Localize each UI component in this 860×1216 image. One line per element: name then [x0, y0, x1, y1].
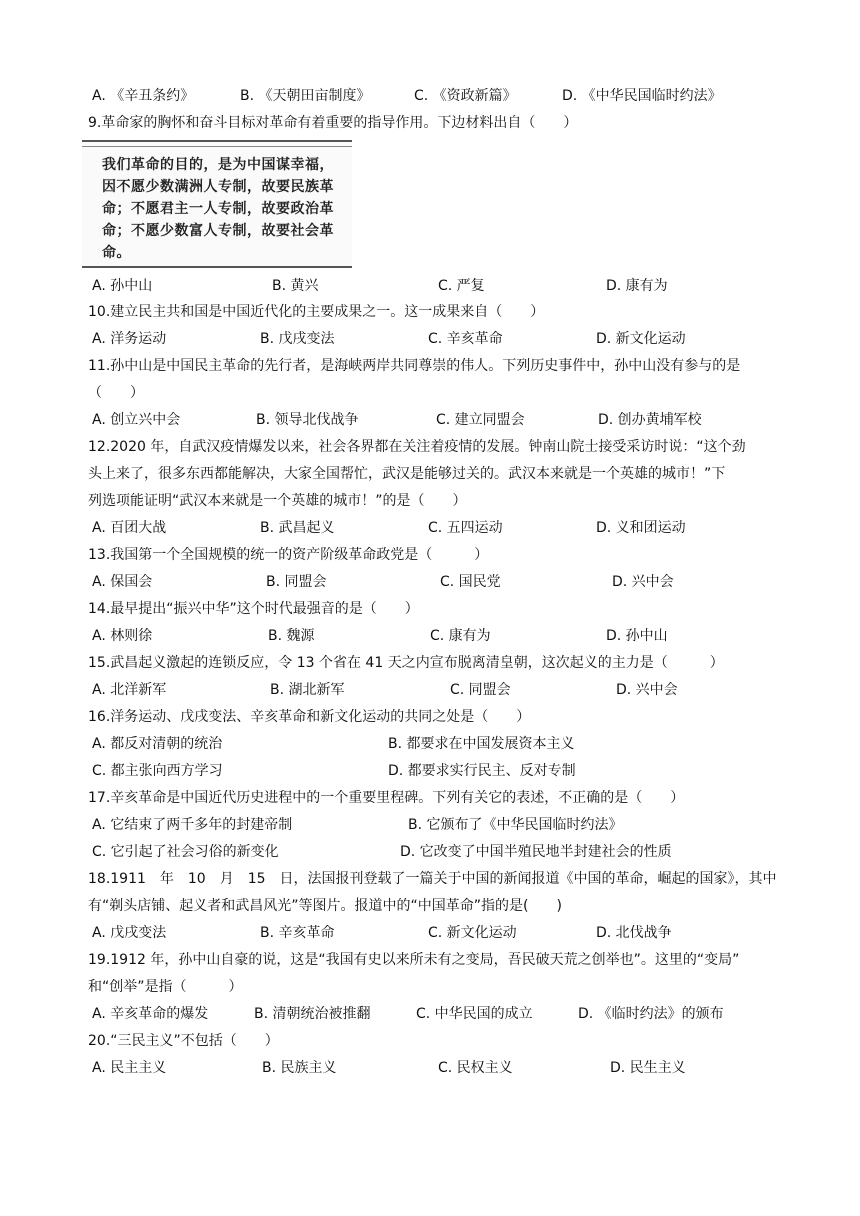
- q11-stem-line2: （ ）: [88, 385, 144, 401]
- q13-options: [0, 572, 860, 592]
- q13-option-a[interactable]: A. 保国会: [92, 574, 153, 590]
- q16-option-b[interactable]: B. 都要求在中国发展资本主义: [388, 736, 575, 752]
- q10-option-b[interactable]: B. 戊戌变法: [260, 331, 335, 347]
- q9-quote-text: 我们革命的目的，是为中国谋幸福，因不愿少数满洲人专制，故要民族革命；不愿君主一人专制，故要政治革命；不愿少数富人专制，故要社会革命。: [102, 157, 334, 261]
- q14-stem: 14.最早提出“振兴中华”这个时代最强音的是（ ）: [88, 601, 419, 617]
- q18-options: [0, 923, 860, 943]
- q10-option-c[interactable]: C. 辛亥革命: [428, 331, 503, 347]
- q15-option-b[interactable]: B. 湖北新军: [270, 682, 345, 698]
- q12-stem-line2: 头上来了，很多东西都能解决，大家全国帮忙，武汉是能够过关的。武汉本来就是一个英雄的城市！”下: [88, 466, 726, 482]
- q9-option-a[interactable]: A. 孙中山: [92, 278, 153, 294]
- q12-options: [0, 518, 860, 538]
- q19-option-b[interactable]: B. 清朝统治被推翻: [254, 1006, 371, 1022]
- q17-options-row2: [0, 842, 860, 862]
- q15-option-a[interactable]: A. 北洋新军: [92, 682, 167, 698]
- q19-option-d[interactable]: D. 《临时约法》的颁布: [578, 1006, 724, 1022]
- q19-stem-line2: 和“创举”是指（ ）: [88, 979, 243, 995]
- q9-option-c[interactable]: C. 严复: [438, 278, 485, 294]
- q16-stem: 16.洋务运动、戊戌变法、辛亥革命和新文化运动的共同之处是（ ）: [88, 709, 531, 725]
- q15-stem: 15.武昌起义激起的连锁反应，令 13 个省在 41 天之内宣布脱离清皇朝，这次起义的主力是（ ）: [88, 655, 724, 671]
- q18-option-c[interactable]: C. 新文化运动: [428, 925, 517, 941]
- q10-options: [0, 329, 860, 349]
- q8-option-a[interactable]: A. 《辛丑条约》: [92, 88, 195, 104]
- q16-options-row1: [0, 734, 860, 754]
- q15-option-c[interactable]: C. 同盟会: [450, 682, 511, 698]
- q8-option-c[interactable]: C. 《资政新篇》: [414, 88, 517, 104]
- q20-option-b[interactable]: B. 民族主义: [262, 1060, 337, 1076]
- q15-option-d[interactable]: D. 兴中会: [616, 682, 678, 698]
- q19-option-c[interactable]: C. 中华民国的成立: [416, 1006, 533, 1022]
- q17-option-b[interactable]: B. 它颁布了《中华民国临时约法》: [408, 817, 623, 833]
- q17-options-row1: [0, 815, 860, 835]
- q14-options: [0, 626, 860, 646]
- q20-options: [0, 1058, 860, 1078]
- q8-options: [0, 86, 860, 106]
- q18-stem-line1: 18.1911 年 10 月 15 日，法国报刊登载了一篇关于中国的新闻报道《中国的革命，崛起的国家》，其中: [88, 871, 777, 887]
- q14-option-c[interactable]: C. 康有为: [430, 628, 491, 644]
- q8-option-d[interactable]: D. 《中华民国临时约法》: [562, 88, 722, 104]
- q19-option-a[interactable]: A. 辛亥革命的爆发: [92, 1006, 209, 1022]
- q8-option-b[interactable]: B. 《天朝田亩制度》: [240, 88, 371, 104]
- q11-option-b[interactable]: B. 领导北伐战争: [256, 412, 359, 428]
- q18-option-b[interactable]: B. 辛亥革命: [260, 925, 335, 941]
- q14-option-b[interactable]: B. 魏源: [268, 628, 315, 644]
- q11-option-d[interactable]: D. 创办黄埔军校: [598, 412, 702, 428]
- q11-option-c[interactable]: C. 建立同盟会: [436, 412, 525, 428]
- q12-stem-line3: 列选项能证明“武汉本来就是一个英雄的城市！”的是（ ）: [88, 493, 467, 509]
- q12-option-c[interactable]: C. 五四运动: [428, 520, 503, 536]
- q20-stem: 20.“三民主义”不包括（ ）: [88, 1033, 279, 1049]
- q14-option-d[interactable]: D. 孙中山: [606, 628, 668, 644]
- q20-option-a[interactable]: A. 民主主义: [92, 1060, 167, 1076]
- q18-option-a[interactable]: A. 戊戌变法: [92, 925, 167, 941]
- q20-option-d[interactable]: D. 民生主义: [610, 1060, 686, 1076]
- q9-quote-box: [82, 140, 352, 268]
- q10-stem: 10.建立民主共和国是中国近代化的主要成果之一。这一成果来自（ ）: [88, 304, 545, 320]
- q17-option-a[interactable]: A. 它结束了两千多年的封建帝制: [92, 817, 293, 833]
- q9-option-d[interactable]: D. 康有为: [606, 278, 668, 294]
- q16-option-a[interactable]: A. 都反对清朝的统治: [92, 736, 223, 752]
- q19-options: [0, 1004, 860, 1024]
- q12-stem-line1: 12.2020 年，自武汉疫情爆发以来，社会各界都在关注着疫情的发展。钟南山院士接受采访时说：“这个劲: [88, 439, 746, 455]
- q18-option-d[interactable]: D. 北伐战争: [596, 925, 672, 941]
- q16-option-d[interactable]: D. 都要求实行民主、反对专制: [388, 763, 576, 779]
- q17-option-c[interactable]: C. 它引起了社会习俗的新变化: [92, 844, 279, 860]
- q12-option-b[interactable]: B. 武昌起义: [260, 520, 335, 536]
- q16-option-c[interactable]: C. 都主张向西方学习: [92, 763, 223, 779]
- q9-stem: 9.革命家的胸怀和奋斗目标对革命有着重要的指导作用。下边材料出自（ ）: [88, 115, 578, 131]
- q14-option-a[interactable]: A. 林则徐: [92, 628, 153, 644]
- q9-option-b[interactable]: B. 黄兴: [272, 278, 319, 294]
- q16-options-row2: [0, 761, 860, 781]
- q10-option-d[interactable]: D. 新文化运动: [596, 331, 686, 347]
- q17-stem: 17.辛亥革命是中国近代历史进程中的一个重要里程碑。下列有关它的表述，不正确的是（ ）: [88, 790, 685, 806]
- q11-stem-line1: 11.孙中山是中国民主革命的先行者，是海峡两岸共同尊崇的伟人。下列历史事件中，孙中山没有参与的是: [88, 358, 741, 374]
- q13-option-d[interactable]: D. 兴中会: [612, 574, 674, 590]
- q18-stem-line2: 有“剃头店铺、起义者和武昌风光”等图片。报道中的“中国革命”指的是( ): [88, 898, 562, 914]
- q13-option-b[interactable]: B. 同盟会: [266, 574, 327, 590]
- q11-options: [0, 410, 860, 430]
- q19-stem-line1: 19.1912 年，孙中山自豪的说，这是“我国有史以来所未有之变局，吾民破天荒之创举也”。这里的“变局”: [88, 952, 740, 968]
- q10-option-a[interactable]: A. 洋务运动: [92, 331, 167, 347]
- q13-option-c[interactable]: C. 国民党: [440, 574, 501, 590]
- q15-options: [0, 680, 860, 700]
- q20-option-c[interactable]: C. 民权主义: [438, 1060, 513, 1076]
- q17-option-d[interactable]: D. 它改变了中国半殖民地半封建社会的性质: [400, 844, 672, 860]
- q12-option-d[interactable]: D. 义和团运动: [596, 520, 686, 536]
- q11-option-a[interactable]: A. 创立兴中会: [92, 412, 181, 428]
- q9-options: [0, 276, 860, 296]
- q13-stem: 13.我国第一个全国规模的统一的资产阶级革命政党是（ ）: [88, 547, 489, 563]
- q12-option-a[interactable]: A. 百团大战: [92, 520, 167, 536]
